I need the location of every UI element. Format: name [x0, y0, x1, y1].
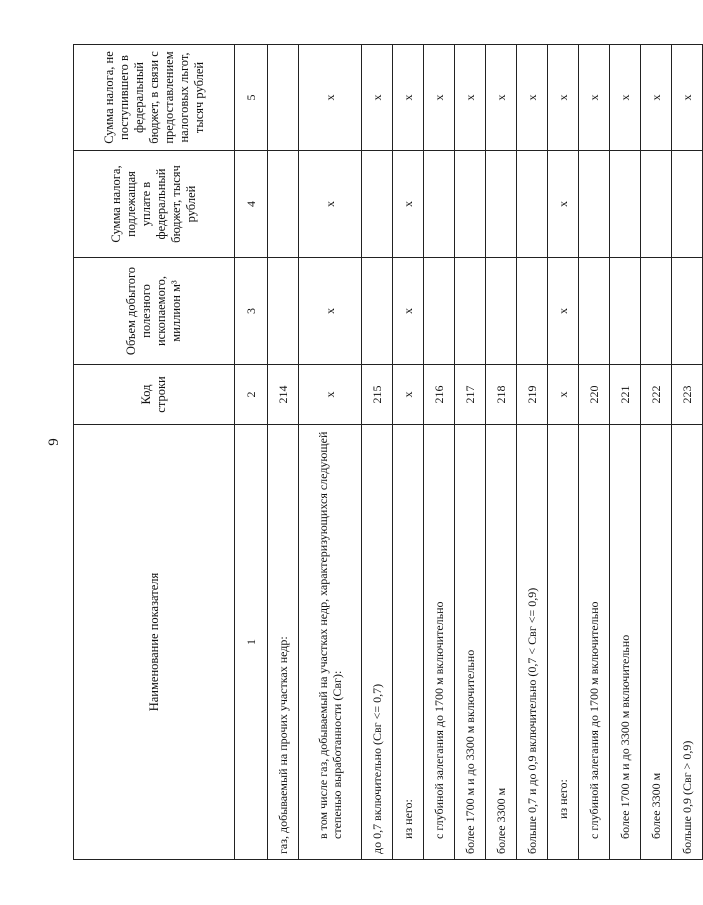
- table-row: [424, 45, 455, 860]
- header-name: Наименование показателя: [74, 425, 235, 860]
- table-row: [268, 45, 299, 860]
- row-code-cell: 214: [268, 365, 299, 425]
- row-tax-not-received-cell: х: [579, 45, 610, 151]
- row-code-cell: х: [393, 365, 424, 425]
- row-name-cell: более 1700 м и до 3300 м включительно: [455, 425, 486, 860]
- row-tax-not-received-cell: х: [455, 45, 486, 151]
- row-volume-cell: [579, 258, 610, 365]
- row-name-cell: больше 0,7 и до 0,9 включительно (0,7 < Свг <= 0,9): [517, 425, 548, 860]
- header-volume: Объем добытого полезного ископаемого, миллион м³: [74, 258, 235, 365]
- column-number: 3: [235, 258, 268, 365]
- row-tax-not-received-cell: х: [672, 45, 703, 151]
- table-row: [299, 45, 362, 860]
- row-volume-cell: [424, 258, 455, 365]
- row-code-cell: 219: [517, 365, 548, 425]
- table-row: [579, 45, 610, 860]
- row-code-cell: х: [299, 365, 362, 425]
- row-volume-cell: [610, 258, 641, 365]
- row-tax-due-cell: х: [393, 151, 424, 258]
- header-tax-not-received: Сумма налога, не поступившего в федеральный бюджет, в связи с предоставлением налоговых льгот, тысяч рублей: [74, 45, 235, 151]
- row-name-cell: с глубиной залегания до 1700 м включительно: [579, 425, 610, 860]
- header-row: [74, 45, 235, 860]
- table-body: [268, 45, 703, 860]
- row-code-cell: 223: [672, 365, 703, 425]
- table-row: [486, 45, 517, 860]
- row-name-cell: в том числе газ, добываемый на участках недр, характеризующихся следующей степенью выработанности (Свг):: [299, 425, 362, 860]
- row-volume-cell: [517, 258, 548, 365]
- row-tax-due-cell: [641, 151, 672, 258]
- page-number: 9: [46, 438, 62, 446]
- row-code-cell: х: [548, 365, 579, 425]
- row-tax-not-received-cell: х: [393, 45, 424, 151]
- table-row: [455, 45, 486, 860]
- row-volume-cell: х: [299, 258, 362, 365]
- row-tax-not-received-cell: х: [486, 45, 517, 151]
- row-tax-due-cell: [672, 151, 703, 258]
- row-tax-due-cell: [268, 151, 299, 258]
- row-tax-due-cell: [579, 151, 610, 258]
- column-number: 5: [235, 45, 268, 151]
- row-name-cell: более 3300 м: [486, 425, 517, 860]
- row-volume-cell: [455, 258, 486, 365]
- row-tax-due-cell: х: [299, 151, 362, 258]
- row-tax-not-received-cell: х: [610, 45, 641, 151]
- row-tax-due-cell: [455, 151, 486, 258]
- table-row: [610, 45, 641, 860]
- row-tax-not-received-cell: х: [424, 45, 455, 151]
- table-row: [517, 45, 548, 860]
- tax-report-table: [73, 44, 703, 860]
- row-volume-cell: [672, 258, 703, 365]
- row-code-cell: 221: [610, 365, 641, 425]
- row-tax-due-cell: [486, 151, 517, 258]
- row-volume-cell: [641, 258, 672, 365]
- row-code-cell: 215: [362, 365, 393, 425]
- row-code-cell: 218: [486, 365, 517, 425]
- rotated-table-container: [73, 45, 694, 860]
- row-volume-cell: [268, 258, 299, 365]
- row-name-cell: с глубиной залегания до 1700 м включительно: [424, 425, 455, 860]
- row-volume-cell: х: [393, 258, 424, 365]
- column-number: 2: [235, 365, 268, 425]
- row-volume-cell: х: [548, 258, 579, 365]
- row-tax-due-cell: [362, 151, 393, 258]
- row-tax-due-cell: [424, 151, 455, 258]
- row-name-cell: более 1700 м и до 3300 м включительно: [610, 425, 641, 860]
- row-tax-due-cell: [610, 151, 641, 258]
- column-number-row: [235, 45, 268, 860]
- row-tax-not-received-cell: [268, 45, 299, 151]
- row-volume-cell: [486, 258, 517, 365]
- row-volume-cell: [362, 258, 393, 365]
- row-code-cell: 217: [455, 365, 486, 425]
- row-tax-not-received-cell: х: [362, 45, 393, 151]
- row-name-cell: из него:: [548, 425, 579, 860]
- row-name-cell: до 0,7 включительно (Свг <= 0,7): [362, 425, 393, 860]
- table-row: [548, 45, 579, 860]
- row-code-cell: 222: [641, 365, 672, 425]
- column-number: 4: [235, 151, 268, 258]
- table-row: [641, 45, 672, 860]
- header-code: Код строки: [74, 365, 235, 425]
- table-row: [362, 45, 393, 860]
- column-number: 1: [235, 425, 268, 860]
- row-name-cell: газ, добываемый на прочих участках недр:: [268, 425, 299, 860]
- row-tax-due-cell: х: [548, 151, 579, 258]
- row-name-cell: более 3300 м: [641, 425, 672, 860]
- row-tax-due-cell: [517, 151, 548, 258]
- row-tax-not-received-cell: х: [548, 45, 579, 151]
- row-tax-not-received-cell: х: [299, 45, 362, 151]
- table-row: [393, 45, 424, 860]
- row-code-cell: 216: [424, 365, 455, 425]
- table-row: [672, 45, 703, 860]
- row-name-cell: больше 0,9 (Свг > 0,9): [672, 425, 703, 860]
- row-tax-not-received-cell: х: [517, 45, 548, 151]
- row-tax-not-received-cell: х: [641, 45, 672, 151]
- header-tax-due: Сумма налога, подлежащая уплате в федеральный бюджет, тысяч рублей: [74, 151, 235, 258]
- row-code-cell: 220: [579, 365, 610, 425]
- row-name-cell: из него:: [393, 425, 424, 860]
